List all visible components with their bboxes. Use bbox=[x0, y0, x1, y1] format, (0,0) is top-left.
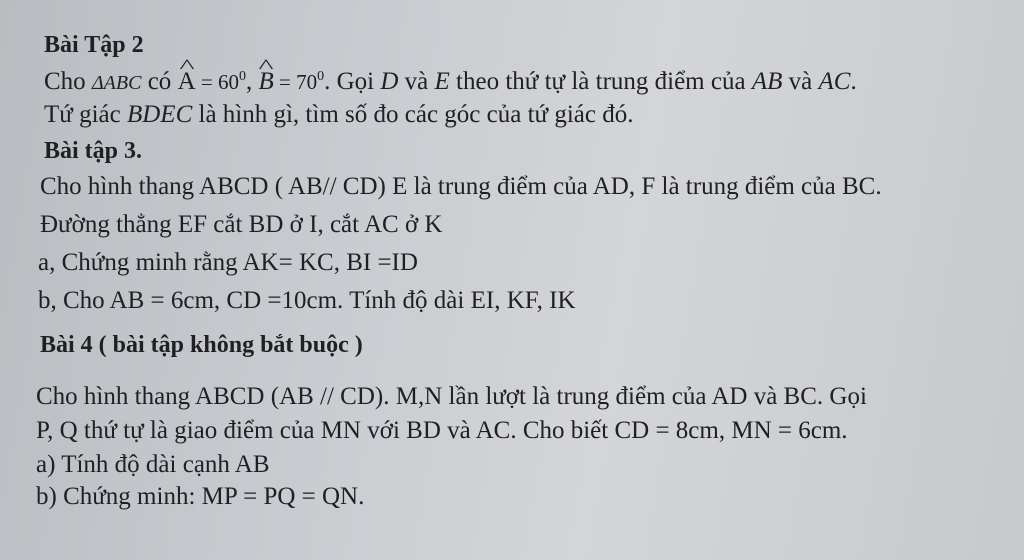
angle-a: ^ A bbox=[178, 67, 196, 97]
bai-4-title: Bài 4 ( bài tập không bắt buộc ) bbox=[40, 332, 363, 358]
bai-3-line-4: b, Cho AB = 6cm, CD =10cm. Tính độ dài EI, KF, IK bbox=[38, 287, 576, 314]
bai-2-title: Bài Tập 2 bbox=[44, 32, 144, 58]
quadrilateral-bdec: BDEC bbox=[126, 101, 193, 128]
degree-mark: 0 bbox=[238, 69, 246, 84]
bai-3-title: Bài tập 3. bbox=[44, 138, 143, 164]
text-segment: Cho bbox=[44, 68, 92, 95]
bai-3-line-1: Cho hình thang ABCD ( AB// CD) E là trung điểm của AD, F là trung điểm của BC. bbox=[40, 173, 882, 200]
angle-b-value: = 70 bbox=[273, 70, 318, 94]
point-d: D bbox=[380, 68, 399, 95]
bai-3-line-2: Đường thẳng EF cắt BD ở I, cắt AC ở K bbox=[40, 211, 443, 238]
text-segment: Tứ giác bbox=[44, 101, 127, 128]
text-segment: là hình gì, tìm số đo các góc của tứ giác đó. bbox=[192, 101, 634, 128]
angle-b: ^ B bbox=[258, 67, 273, 97]
segment-ac: AC bbox=[818, 68, 851, 95]
angle-a-value: = 60 bbox=[195, 70, 239, 94]
bai-4-line-4: b) Chứng minh: MP = PQ = QN. bbox=[36, 483, 365, 510]
text-segment: theo thứ tự là trung điểm của bbox=[449, 68, 752, 95]
bai-4-line-3: a) Tính độ dài cạnh AB bbox=[36, 451, 270, 478]
text-segment: có bbox=[141, 68, 178, 95]
point-e: E bbox=[434, 68, 450, 95]
bai-2-line-1 bbox=[44, 62, 857, 98]
bai-4-line-1: Cho hình thang ABCD (AB // CD). M,N lần lượt là trung điểm của AD và BC. Gọi bbox=[36, 383, 867, 410]
segment-ab: AB bbox=[751, 68, 783, 95]
text-segment: và bbox=[398, 68, 435, 95]
text-segment: và bbox=[782, 68, 819, 95]
text-segment: , bbox=[245, 68, 259, 95]
bai-3-line-3: a, Chứng minh rằng AK= KC, BI =ID bbox=[38, 249, 418, 276]
degree-mark: 0 bbox=[317, 69, 325, 84]
text-segment: . Gọi bbox=[324, 68, 381, 95]
text-segment: . bbox=[850, 68, 857, 95]
bai-2-line-2 bbox=[44, 100, 633, 130]
bai-4-line-2: P, Q thứ tự là giao điểm của MN với BD và AC. Cho biết CD = 8cm, MN = 6cm. bbox=[36, 417, 848, 444]
triangle-symbol: ΔABC bbox=[91, 72, 142, 94]
